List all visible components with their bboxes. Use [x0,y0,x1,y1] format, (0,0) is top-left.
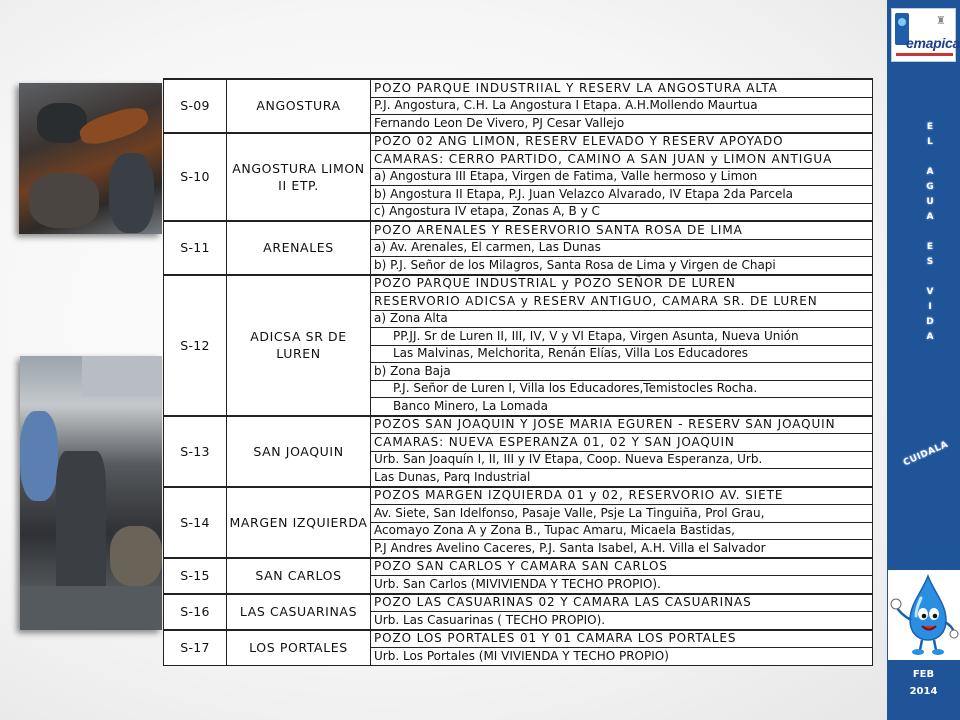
sector-coverage-line: a) Zona Alta [371,310,873,328]
sector-name: ANGOSTURA [227,79,371,133]
sector-source-title: CAMARAS: CERRO PARTIDO, CAMINO A SAN JUAN y LIMON ANTIGUA [371,151,873,169]
table-row [164,275,873,293]
table-row [164,594,873,612]
sector-source-title: RESERVORIO ADICSA y RESERV ANTIGUO, CAMARA SR. DE LUREN [371,293,873,311]
table-row [164,487,873,505]
sector-coverage-line: b) Zona Baja [371,363,873,381]
sector-coverage-line: Urb. Los Portales (MI VIVIENDA Y TECHO PROPIO) [371,648,873,666]
sector-source-title: POZO LOS PORTALES 01 Y 01 CAMARA LOS PORTALES [371,630,873,648]
sector-name: SAN CARLOS [227,558,371,594]
sector-coverage-line: Banco Minero, La Lomada [371,398,873,416]
slogan-letter: E [926,242,934,252]
table-row [164,416,873,434]
table-row [164,79,873,97]
sector-code: S-11 [164,221,227,275]
table-row [164,221,873,239]
slogan-letter: L [927,137,933,147]
sector-coverage-line: Las Malvinas, Melchorita, Renán Elías, Villa Los Educadores [371,345,873,363]
table-row [164,133,873,151]
sector-name: LOS PORTALES [227,630,371,666]
sector-code: S-16 [164,594,227,630]
sector-code: S-14 [164,487,227,558]
sector-coverage-line: Av. Siete, San Idelfonso, Pasaje Valle, Psje La Tinguiña, Prol Grau, [371,505,873,523]
sector-code: S-09 [164,79,227,133]
sector-coverage-line: Urb. San Carlos (MIVIVIENDA Y TECHO PROPIO). [371,576,873,594]
slogan-letter: V [926,287,934,297]
pump-station-photo [20,356,162,630]
sector-code: S-10 [164,133,227,222]
sector-coverage-line: Las Dunas, Parq Industrial [371,469,873,487]
slogan-letter: D [926,317,934,327]
sector-table [163,78,873,666]
sector-name: ANGOSTURA LIMON II ETP. [227,133,371,222]
sector-coverage-line: Urb. San Joaquín I, II, III y IV Etapa, Coop. Nueva Esperanza, Urb. [371,451,873,469]
sector-code: S-17 [164,630,227,666]
sector-coverage-line: P.J Andres Avelino Caceres, P.J. Santa Isabel, A.H. Villa el Salvador [371,540,873,558]
sector-name: MARGEN IZQUIERDA [227,487,371,558]
sector-coverage-line: PP.JJ. Sr de Luren II, III, IV, V y VI Etapa, Virgen Asunta, Nueva Unión [371,328,873,346]
date-year: 2014 [909,686,938,697]
sector-coverage-line: a) Av. Arenales, El carmen, Las Dunas [371,239,873,257]
slogan-vertical [918,120,942,345]
logo-text: emapica [906,35,960,51]
slogan-letter: I [928,302,932,312]
date-month: FEB [912,669,935,680]
sector-name: ARENALES [227,221,371,275]
sector-source-title: POZOS MARGEN IZQUIERDA 01 y 02, RESERVORIO AV. SIETE [371,487,873,505]
sector-coverage-line: c) Angostura IV etapa, Zonas A, B y C [371,203,873,221]
sector-code: S-12 [164,275,227,416]
slogan-letter: U [926,197,934,207]
date-label [887,666,960,700]
sector-source-title: POZO 02 ANG LIMON, RESERV ELEVADO Y RESERV APOYADO [371,133,873,151]
castle-icon: ♜ [936,14,946,27]
sector-coverage-line: Fernando Leon De Vivero, PJ Cesar Vallejo [371,115,873,133]
sector-source-title: POZO LAS CASUARINAS 02 Y CAMARA LAS CASUARINAS [371,594,873,612]
water-drop-mascot-icon [888,570,960,660]
sector-source-title: CAMARAS: NUEVA ESPERANZA 01, 02 Y SAN JOAQUIN [371,434,873,452]
sector-table-body [164,79,873,665]
sector-coverage-line: Urb. Las Casuarinas ( TECHO PROPIO). [371,612,873,630]
sector-name: LAS CASUARINAS [227,594,371,630]
sector-name: ADICSA SR DE LUREN [227,275,371,416]
sector-name: SAN JOAQUIN [227,416,371,487]
table-row [164,630,873,648]
table-row [164,558,873,576]
sector-code: S-15 [164,558,227,594]
sector-code: S-13 [164,416,227,487]
emapica-logo [891,8,960,62]
slogan-letter: A [926,212,934,222]
sector-source-title: POZO SAN CARLOS Y CAMARA SAN CARLOS [371,558,873,576]
slogan-letter: S [926,257,934,267]
sector-source-title: POZO PARQUE INDUSTRIAL y POZO SEÑOR DE LUREN [371,275,873,293]
cuidala-label: CUIDALA [902,439,950,469]
slogan-letter: A [926,332,934,342]
slogan-letter: G [926,182,934,192]
sector-coverage-line: Acomayo Zona A y Zona B., Tupac Amaru, Micaela Bastidas, [371,522,873,540]
sector-coverage-line: a) Angostura III Etapa, Virgen de Fatima, Valle hermoso y Limon [371,168,873,186]
sector-source-title: POZO PARQUE INDUSTRIIAL Y RESERV LA ANGOSTURA ALTA [371,79,873,97]
sector-coverage-line: b) Angostura II Etapa, P.J. Juan Velazco Alvarado, IV Etapa 2da Parcela [371,186,873,204]
pump-repair-photo [19,83,162,234]
sector-coverage-line: b) P.J. Señor de los Milagros, Santa Rosa de Lima y Virgen de Chapi [371,257,873,275]
slogan-letter: E [926,122,934,132]
logo-underline [896,53,953,56]
sector-coverage-line: P.J. Señor de Luren I, Villa los Educadores,Temistocles Rocha. [371,380,873,398]
slogan-letter: A [926,167,934,177]
sector-source-title: POZOS SAN JOAQUIN Y JOSE MARIA EGUREN - RESERV SAN JOAQUIN [371,416,873,434]
sector-coverage-line: P.J. Angostura, C.H. La Angostura I Etapa. A.H.Mollendo Maurtua [371,97,873,115]
sector-source-title: POZO ARENALES Y RESERVORIO SANTA ROSA DE LIMA [371,221,873,239]
